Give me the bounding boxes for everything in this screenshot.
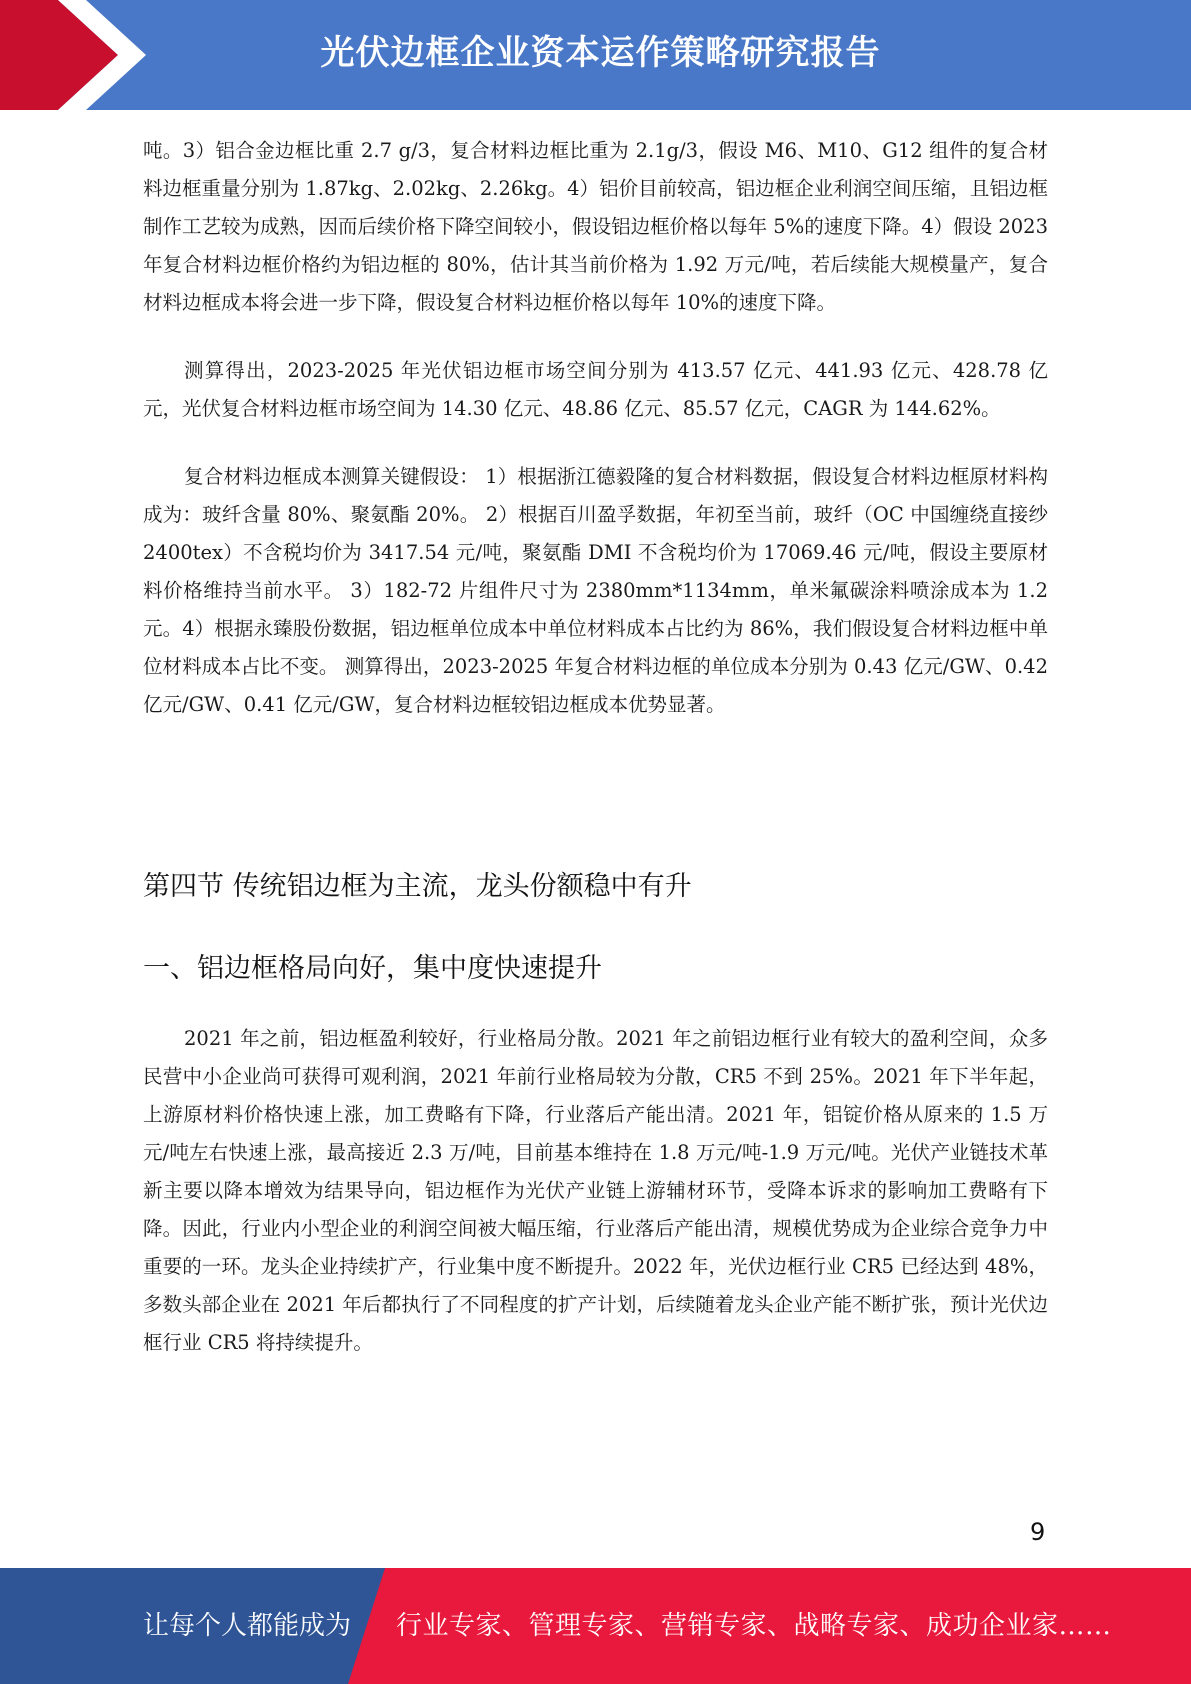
paragraph-cost-assumptions: 复合材料边框成本测算关键假设： 1）根据浙江德毅隆的复合材料数据，假设复合材料边框原材料构成为：玻纤含量 80%、聚氨酯 20%。 2）根据百川盈孚数据，年初至当前，玻纤（OC 中国缠绕直接纱 2400tex）不含税均价为 3417.54 元/吨，聚氨酯 DMI 不含税均价为 17069.46 元/吨，假设主要原材料价格维持当前水平。 3）182-72 片组件尺寸为 2380mm*1134mm，单米氟碳涂料喷涂成本为 1.2 元。4）根据永臻股份数据，铝边框单位成本中单位材料成本占比约为 86%，我们假设复合材料边框中单位材料成本占比不变。 测算得出，2023-2025 年复合材料边框的单位成本分别为 0.43 亿元/GW、0.42 亿元/GW、0.41 亿元/GW，复合材料边框较铝边框成本优势显著。	[143, 465, 1048, 716]
paragraph-industry-structure: 2021 年之前，铝边框盈利较好，行业格局分散。2021 年之前铝边框行业有较大的盈利空间，众多民营中小企业尚可获得可观利润，2021 年前行业格局较为分散，CR5 不到 25%。2021 年下半年起，上游原材料价格快速上涨，加工费略有下降，行业落后产能出清。2021 年，铝锭价格从原来的 1.5 万元/吨左右快速上涨，最高接近 2.3 万/吨，目前基本维持在 1.8 万元/吨-1.9 万元/吨。光伏产业链技术革新主要以降本增效为结果导向，铝边框作为光伏产业链上游辅材环节，受降本诉求的影响加工费略有下降。因此，行业内小型企业的利润空间被大幅压缩，行业落后产能出清，规模优势成为企业综合竞争力中重要的一环。龙头企业持续扩产，行业集中度不断提升。2022 年，光伏边框行业 CR5 已经达到 48%，多数头部企业在 2021 年后都执行了不同程度的扩产计划，后续随着龙头企业产能不断扩张，预计光伏边框行业 CR5 将持续提升。	[143, 1027, 1048, 1354]
section-heading: 第四节 传统铝边框为主流，龙头份额稳中有升	[143, 871, 692, 902]
page-number: 9	[1030, 1518, 1046, 1546]
footer-slogan-right: 行业专家、管理专家、营销专家、战略专家、成功企业家……	[396, 1611, 1112, 1641]
paragraph-assumptions-continued: 吨。3）铝合金边框比重 2.7 g/3，复合材料边框比重为 2.1g/3，假设 M6、M10、G12 组件的复合材料边框重量分别为 1.87kg、2.02kg、2.26kg。4）铝价目前较高，铝边框企业利润空间压缩，且铝边框制作工艺较为成熟，因而后续价格下降空间较小，假设铝边框价格以每年 5%的速度下降。4）假设 2023 年复合材料边框价格约为铝边框的 80%，估计其当前价格为 1.92 万元/吨，若后续能大规模量产，复合材料边框成本将会进一步下降，假设复合材料边框价格以每年 10%的速度下降。	[143, 139, 1048, 314]
report-title: 光伏边框企业资本运作策略研究报告	[320, 33, 881, 73]
subsection-heading: 一、铝边框格局向好，集中度快速提升	[143, 953, 602, 984]
body-text	[143, 132, 1048, 724]
page-header-banner	[0, 0, 1191, 110]
subsection-body	[143, 1020, 1048, 1362]
footer-slogan-left: 让每个人都能成为	[143, 1611, 352, 1641]
paragraph-market-size: 测算得出，2023-2025 年光伏铝边框市场空间分别为 413.57 亿元、441.93 亿元、428.78 亿元，光伏复合材料边框市场空间为 14.30 亿元、48.86 亿元、85.57 亿元，CAGR 为 144.62%。	[143, 359, 1048, 420]
page-footer-banner	[0, 1568, 1191, 1684]
